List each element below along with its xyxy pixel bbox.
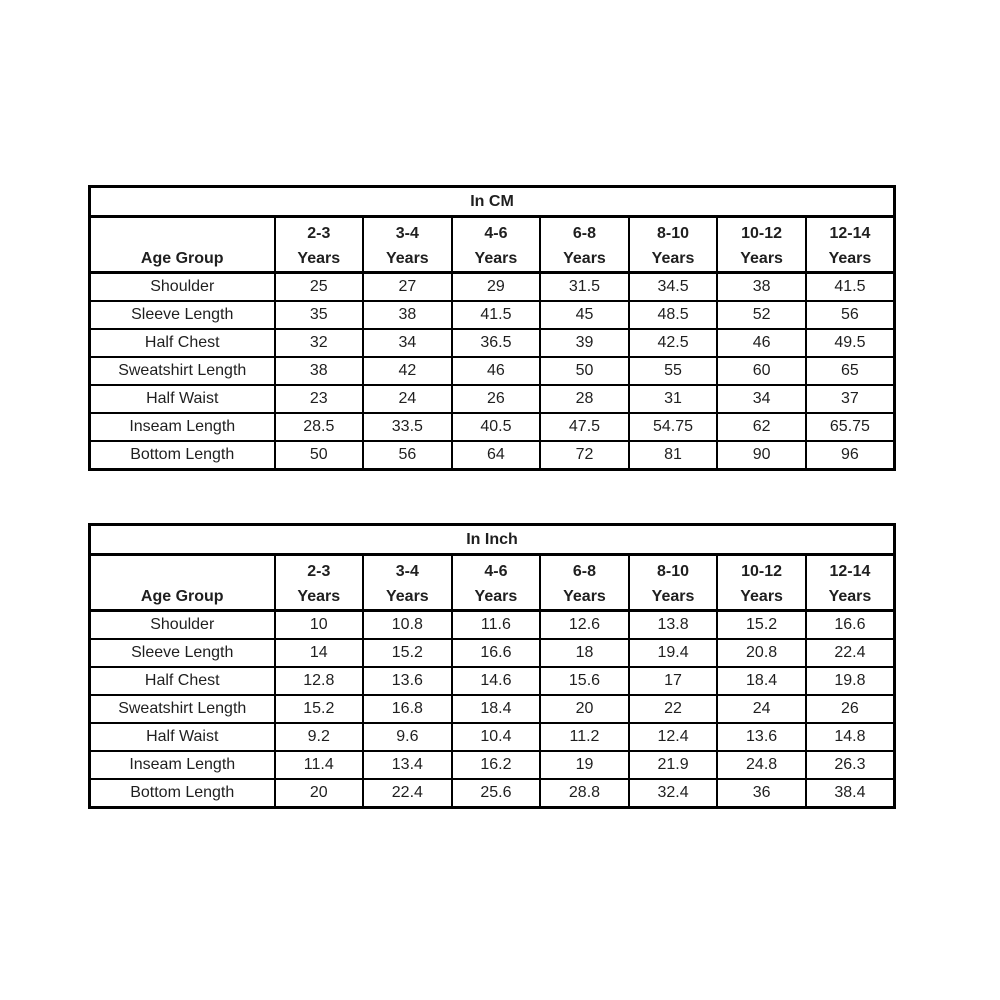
measurement-value: 52 <box>717 301 806 329</box>
size-table-cm-block <box>88 185 896 471</box>
measurement-value: 20.8 <box>717 639 806 667</box>
age-group-header: Age Group <box>90 217 275 273</box>
table-row <box>90 413 895 441</box>
table-row <box>90 385 895 413</box>
measurement-label: Half Chest <box>90 329 275 357</box>
measurement-value: 54.75 <box>629 413 718 441</box>
measurement-value: 26 <box>452 385 541 413</box>
measurement-value: 36.5 <box>452 329 541 357</box>
measurement-value: 32.4 <box>629 779 718 808</box>
measurement-value: 15.6 <box>540 667 629 695</box>
age-range-label: 10-12 <box>741 225 783 242</box>
column-header <box>540 555 629 611</box>
measurement-value: 42 <box>363 357 452 385</box>
measurement-value: 34.5 <box>629 273 718 302</box>
age-unit-label: Years <box>563 250 606 267</box>
measurement-value: 15.2 <box>717 611 806 640</box>
age-range-label: 4-6 <box>484 225 508 242</box>
measurement-value: 12.4 <box>629 723 718 751</box>
measurement-value: 32 <box>275 329 364 357</box>
measurement-value: 25.6 <box>452 779 541 808</box>
age-group-header: Age Group <box>90 555 275 611</box>
age-unit-label: Years <box>740 588 783 605</box>
age-unit-label: Years <box>828 250 872 267</box>
measurement-value: 36 <box>717 779 806 808</box>
measurement-value: 39 <box>540 329 629 357</box>
measurement-value: 81 <box>629 441 718 470</box>
column-header <box>363 217 452 273</box>
column-header <box>275 217 364 273</box>
measurement-value: 10.8 <box>363 611 452 640</box>
measurement-value: 33.5 <box>363 413 452 441</box>
measurement-value: 13.6 <box>717 723 806 751</box>
measurement-value: 16.2 <box>452 751 541 779</box>
measurement-label: Sleeve Length <box>90 639 275 667</box>
measurement-value: 20 <box>275 779 364 808</box>
age-unit-label: Years <box>740 250 783 267</box>
measurement-label: Inseam Length <box>90 413 275 441</box>
measurement-value: 24 <box>717 695 806 723</box>
age-range-label: 4-6 <box>484 563 508 580</box>
measurement-value: 16.8 <box>363 695 452 723</box>
header-row <box>90 217 895 273</box>
measurement-value: 14.8 <box>806 723 895 751</box>
table-row <box>90 611 895 640</box>
measurement-value: 65.75 <box>806 413 895 441</box>
measurement-value: 47.5 <box>540 413 629 441</box>
measurement-value: 11.4 <box>275 751 364 779</box>
measurement-value: 40.5 <box>452 413 541 441</box>
measurement-value: 29 <box>452 273 541 302</box>
measurement-value: 65 <box>806 357 895 385</box>
table-row <box>90 751 895 779</box>
measurement-label: Bottom Length <box>90 441 275 470</box>
measurement-value: 19.8 <box>806 667 895 695</box>
measurement-value: 50 <box>540 357 629 385</box>
measurement-value: 18 <box>540 639 629 667</box>
age-unit-label: Years <box>651 588 695 605</box>
measurement-value: 9.2 <box>275 723 364 751</box>
table-title: In Inch <box>90 525 895 555</box>
measurement-value: 12.6 <box>540 611 629 640</box>
age-range-label: 6-8 <box>572 225 597 242</box>
table-row <box>90 273 895 302</box>
table-row <box>90 357 895 385</box>
measurement-value: 10.4 <box>452 723 541 751</box>
measurement-value: 55 <box>629 357 718 385</box>
measurement-value: 49.5 <box>806 329 895 357</box>
measurement-label: Shoulder <box>90 273 275 302</box>
measurement-value: 14.6 <box>452 667 541 695</box>
measurement-value: 9.6 <box>363 723 452 751</box>
measurement-value: 96 <box>806 441 895 470</box>
size-chart <box>88 185 896 809</box>
measurement-label: Sweatshirt Length <box>90 357 275 385</box>
measurement-value: 46 <box>452 357 541 385</box>
measurement-value: 14 <box>275 639 364 667</box>
measurement-value: 34 <box>717 385 806 413</box>
measurement-value: 26.3 <box>806 751 895 779</box>
table-row <box>90 695 895 723</box>
measurement-value: 13.6 <box>363 667 452 695</box>
column-header <box>806 217 895 273</box>
table-row <box>90 301 895 329</box>
size-table <box>88 523 896 809</box>
table-row <box>90 779 895 808</box>
size-table-inch-block <box>88 523 896 809</box>
measurement-value: 25 <box>275 273 364 302</box>
table-row <box>90 667 895 695</box>
age-unit-label: Years <box>385 250 429 267</box>
measurement-value: 50 <box>275 441 364 470</box>
measurement-value: 15.2 <box>275 695 364 723</box>
measurement-value: 22 <box>629 695 718 723</box>
measurement-value: 23 <box>275 385 364 413</box>
measurement-value: 12.8 <box>275 667 364 695</box>
measurement-value: 15.2 <box>363 639 452 667</box>
measurement-value: 17 <box>629 667 718 695</box>
measurement-value: 56 <box>806 301 895 329</box>
measurement-value: 38 <box>275 357 364 385</box>
measurement-value: 56 <box>363 441 452 470</box>
measurement-value: 37 <box>806 385 895 413</box>
column-header <box>629 217 718 273</box>
column-header <box>452 217 541 273</box>
measurement-value: 38.4 <box>806 779 895 808</box>
column-header <box>363 555 452 611</box>
measurement-label: Half Waist <box>90 723 275 751</box>
age-range-label: 8-10 <box>657 563 690 580</box>
measurement-value: 13.4 <box>363 751 452 779</box>
age-range-label: 2-3 <box>307 225 331 242</box>
measurement-value: 18.4 <box>452 695 541 723</box>
measurement-value: 72 <box>540 441 629 470</box>
measurement-value: 48.5 <box>629 301 718 329</box>
measurement-value: 18.4 <box>717 667 806 695</box>
measurement-value: 28.8 <box>540 779 629 808</box>
measurement-value: 31 <box>629 385 718 413</box>
measurement-value: 11.6 <box>452 611 541 640</box>
column-header <box>629 555 718 611</box>
measurement-value: 10 <box>275 611 364 640</box>
age-unit-label: Years <box>297 588 341 605</box>
measurement-value: 35 <box>275 301 364 329</box>
column-header <box>540 217 629 273</box>
age-range-label: 10-12 <box>741 563 783 580</box>
measurement-label: Sweatshirt Length <box>90 695 275 723</box>
age-range-label: 2-3 <box>307 563 331 580</box>
size-table <box>88 185 896 471</box>
column-header <box>717 555 806 611</box>
table-row <box>90 639 895 667</box>
measurement-value: 45 <box>540 301 629 329</box>
measurement-label: Shoulder <box>90 611 275 640</box>
measurement-label: Half Waist <box>90 385 275 413</box>
measurement-value: 13.8 <box>629 611 718 640</box>
table-row <box>90 723 895 751</box>
measurement-label: Half Chest <box>90 667 275 695</box>
age-unit-label: Years <box>385 588 429 605</box>
measurement-value: 42.5 <box>629 329 718 357</box>
header-row <box>90 555 895 611</box>
age-range-label: 8-10 <box>657 225 690 242</box>
measurement-value: 28.5 <box>275 413 364 441</box>
age-unit-label: Years <box>297 250 341 267</box>
age-range-label: 12-14 <box>829 225 871 242</box>
column-header <box>806 555 895 611</box>
measurement-value: 24 <box>363 385 452 413</box>
measurement-value: 38 <box>717 273 806 302</box>
age-unit-label: Years <box>474 250 518 267</box>
measurement-label: Bottom Length <box>90 779 275 808</box>
measurement-label: Inseam Length <box>90 751 275 779</box>
measurement-value: 64 <box>452 441 541 470</box>
age-unit-label: Years <box>474 588 518 605</box>
measurement-value: 20 <box>540 695 629 723</box>
age-unit-label: Years <box>563 588 606 605</box>
measurement-value: 21.9 <box>629 751 718 779</box>
measurement-value: 16.6 <box>806 611 895 640</box>
measurement-value: 16.6 <box>452 639 541 667</box>
table-row <box>90 441 895 470</box>
measurement-value: 34 <box>363 329 452 357</box>
age-range-label: 12-14 <box>829 563 871 580</box>
age-unit-label: Years <box>651 250 695 267</box>
measurement-value: 62 <box>717 413 806 441</box>
column-header <box>452 555 541 611</box>
age-range-label: 6-8 <box>572 563 597 580</box>
table-title: In CM <box>90 187 895 217</box>
column-header <box>717 217 806 273</box>
measurement-value: 27 <box>363 273 452 302</box>
measurement-value: 41.5 <box>452 301 541 329</box>
measurement-value: 38 <box>363 301 452 329</box>
measurement-value: 60 <box>717 357 806 385</box>
measurement-value: 19 <box>540 751 629 779</box>
table-row <box>90 329 895 357</box>
measurement-value: 41.5 <box>806 273 895 302</box>
measurement-value: 22.4 <box>363 779 452 808</box>
measurement-value: 31.5 <box>540 273 629 302</box>
measurement-value: 19.4 <box>629 639 718 667</box>
measurement-value: 46 <box>717 329 806 357</box>
measurement-label: Sleeve Length <box>90 301 275 329</box>
measurement-value: 11.2 <box>540 723 629 751</box>
measurement-value: 90 <box>717 441 806 470</box>
measurement-value: 26 <box>806 695 895 723</box>
age-range-label: 3-4 <box>395 563 419 580</box>
column-header <box>275 555 364 611</box>
measurement-value: 24.8 <box>717 751 806 779</box>
measurement-value: 22.4 <box>806 639 895 667</box>
age-unit-label: Years <box>828 588 872 605</box>
age-range-label: 3-4 <box>395 225 419 242</box>
measurement-value: 28 <box>540 385 629 413</box>
